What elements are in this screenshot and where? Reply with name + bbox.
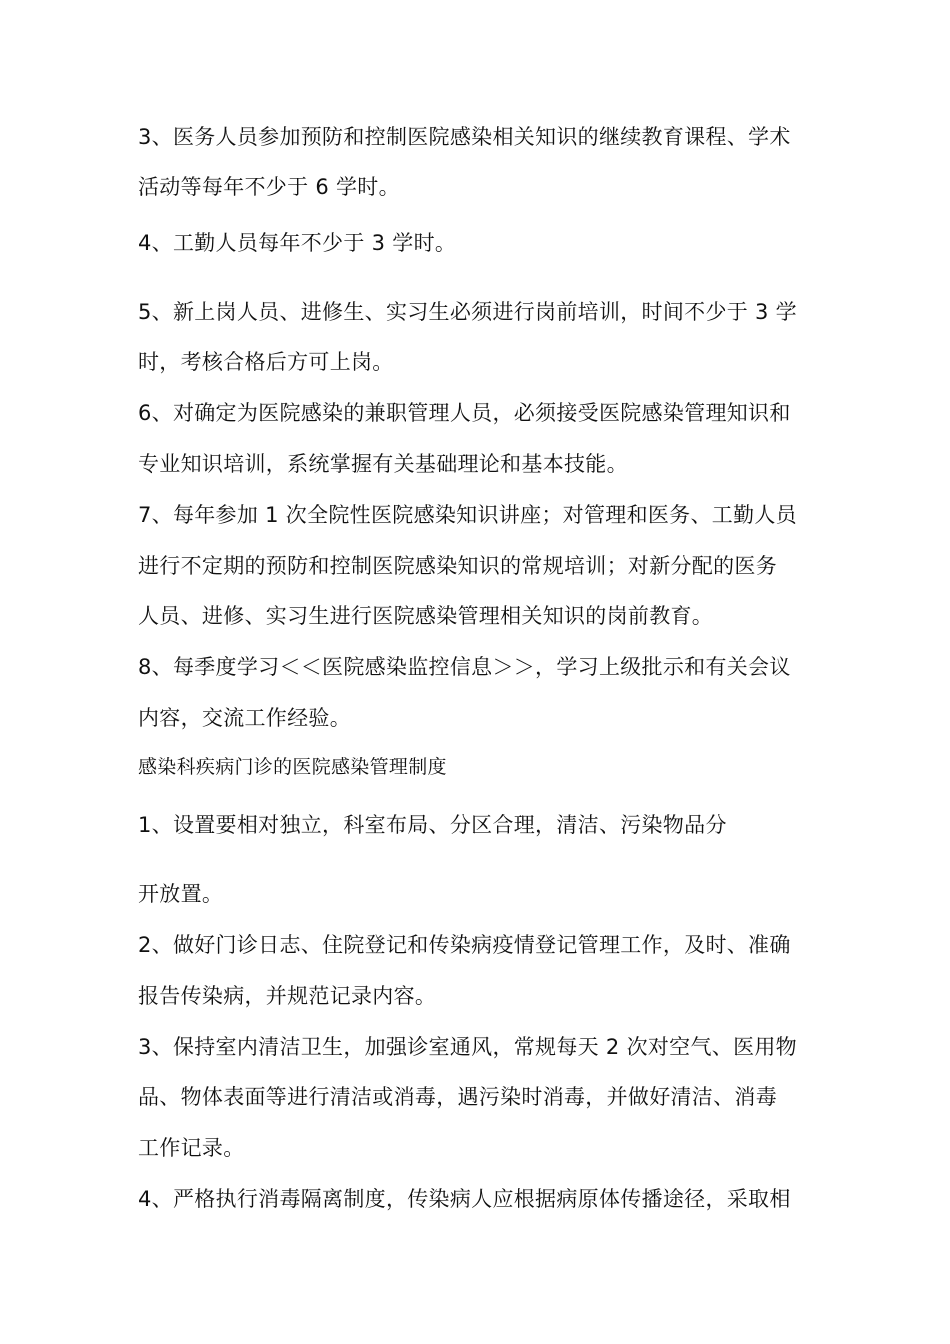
paragraph-6-line-2: 专业知识培训，系统掌握有关基础理论和基本技能。 bbox=[138, 452, 628, 476]
paragraph-7-line-3: 人员、进修、实习生进行医院感染管理相关知识的岗前教育。 bbox=[138, 604, 714, 628]
paragraph-7-line-1: 7、每年参加 1 次全院性医院感染知识讲座；对管理和医务、工勤人员 bbox=[138, 503, 797, 527]
paragraph-8-line-2: 内容，交流工作经验。 bbox=[138, 706, 351, 730]
paragraph-5-line-1: 5、新上岗人员、进修生、实习生必须进行岗前培训，时间不少于 3 学 bbox=[138, 300, 797, 324]
section-item-1-line-2: 开放置。 bbox=[138, 882, 224, 906]
section-item-1-line-1: 1、设置要相对独立，科室布局、分区合理，清洁、污染物品分 bbox=[138, 813, 727, 837]
paragraph-5-line-2: 时，考核合格后方可上岗。 bbox=[138, 350, 394, 374]
section-item-2-line-2: 报告传染病，并规范记录内容。 bbox=[138, 984, 437, 1008]
paragraph-8-line-1: 8、每季度学习＜＜医院感染监控信息＞＞，学习上级批示和有关会议 bbox=[138, 655, 791, 679]
section-item-3-line-1: 3、保持室内清洁卫生，加强诊室通风，常规每天 2 次对空气、医用物 bbox=[138, 1035, 797, 1059]
section-heading: 感染科疾病门诊的医院感染管理制度 bbox=[138, 756, 447, 778]
paragraph-7-line-2: 进行不定期的预防和控制医院感染知识的常规培训；对新分配的医务 bbox=[138, 554, 777, 578]
paragraph-4-line-1: 4、工勤人员每年不少于 3 学时。 bbox=[138, 231, 457, 255]
section-item-3-line-3: 工作记录。 bbox=[138, 1136, 245, 1160]
paragraph-3-line-1: 3、医务人员参加预防和控制医院感染相关知识的继续教育课程、学术 bbox=[138, 125, 791, 149]
paragraph-6-line-1: 6、对确定为医院感染的兼职管理人员，必须接受医院感染管理知识和 bbox=[138, 401, 791, 425]
section-item-2-line-1: 2、做好门诊日志、住院登记和传染病疫情登记管理工作，及时、准确 bbox=[138, 933, 791, 957]
paragraph-3-line-2: 活动等每年不少于 6 学时。 bbox=[138, 175, 400, 199]
section-item-4-line-1: 4、严格执行消毒隔离制度，传染病人应根据病原体传播途径，采取相 bbox=[138, 1187, 791, 1211]
section-item-3-line-2: 品、物体表面等进行清洁或消毒，遇污染时消毒，并做好清洁、消毒 bbox=[138, 1085, 777, 1109]
